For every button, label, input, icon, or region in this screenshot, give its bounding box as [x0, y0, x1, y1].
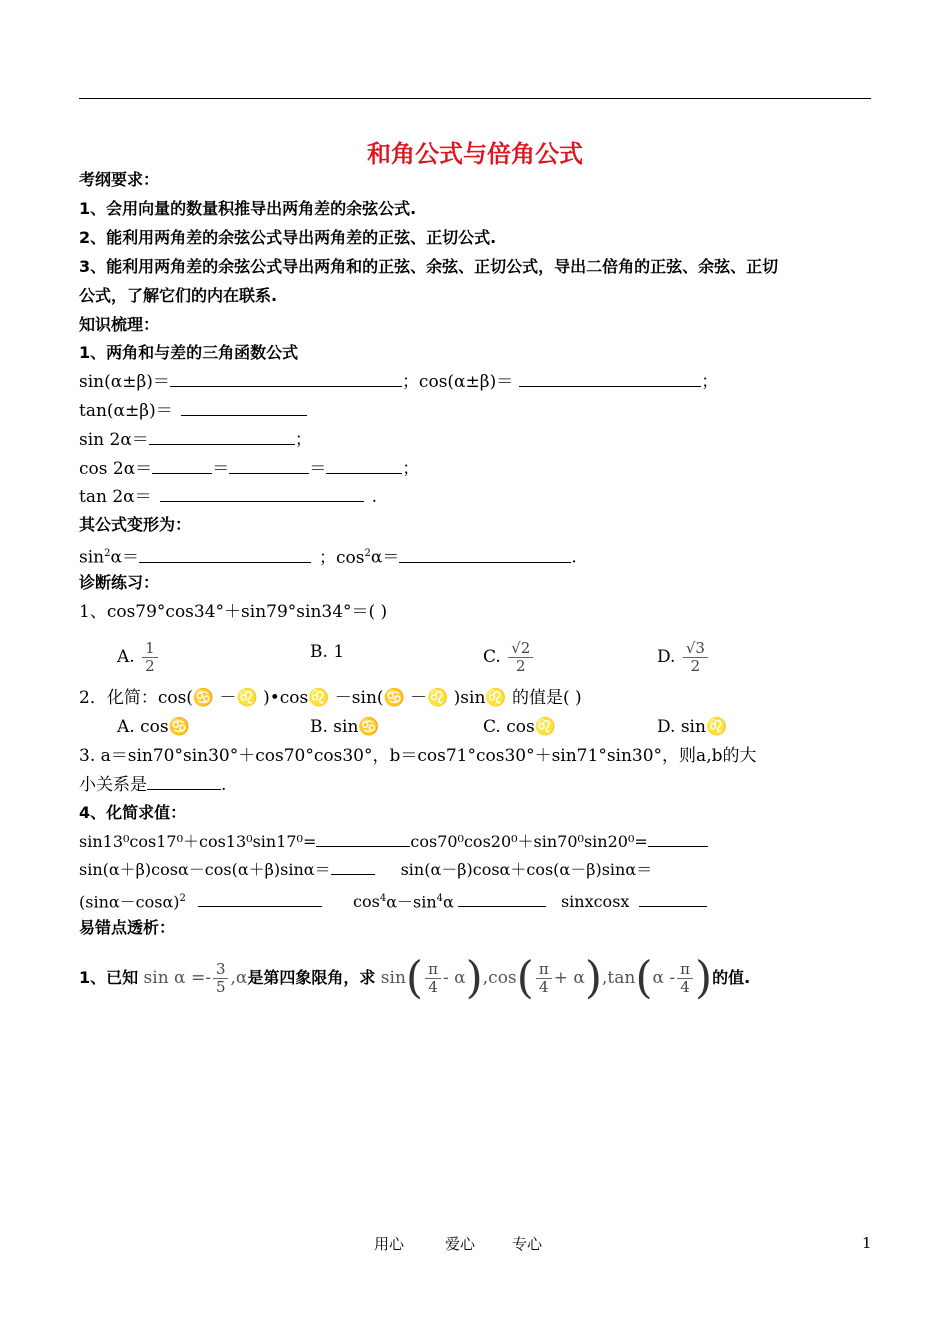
question-3: 3. a＝sin70°sin30°＋cos70°cos30°，b＝cos71°cos30°＋sin71°sin30°，则a,b的大: [79, 746, 757, 766]
question-text: .: [221, 775, 227, 795]
answer-blank[interactable]: [648, 830, 708, 847]
expression: sin(α＋β)cosα－cos(α＋β)sinα＝: [79, 860, 331, 879]
answer-blank[interactable]: [152, 457, 212, 474]
expression: sin(α－β)cosα＋cos(α－β)sinα＝: [400, 860, 653, 879]
fraction: [213, 961, 229, 996]
answer-blank[interactable]: [399, 546, 571, 563]
left-paren: (: [635, 952, 653, 1004]
math-expression: ,α: [230, 968, 248, 988]
requirement-item: 2、能利用两角差的余弦公式导出两角差的正弦、正切公式.: [79, 228, 497, 247]
expression: α－sin: [386, 892, 437, 912]
requirement-item: 公式，了解它们的内在联系.: [79, 286, 278, 305]
header-rule: [79, 98, 871, 99]
answer-blank[interactable]: [458, 890, 546, 907]
expression: (sinα－cosα): [79, 892, 180, 912]
formula-label: .: [571, 547, 577, 568]
formula-label: ；: [402, 459, 420, 479]
answer-blank[interactable]: [639, 890, 707, 907]
formula-cos2a: [79, 457, 419, 481]
fraction: [508, 640, 533, 675]
formula-label: ；: [701, 372, 719, 392]
knowledge-heading: 知识梳理：: [79, 315, 160, 334]
formula-label: sin 2α＝: [79, 430, 149, 450]
numerator: π: [677, 961, 693, 979]
transform-heading: 其公式变形为：: [79, 515, 192, 534]
formula-label: α＝: [110, 547, 139, 568]
option-label: D.: [657, 647, 676, 667]
option-a[interactable]: A. cos♋: [117, 717, 190, 737]
option-a[interactable]: [117, 640, 160, 675]
denominator: 2: [145, 657, 155, 675]
footer-text: 爱心: [445, 1235, 476, 1253]
question-text: 的值.: [712, 968, 751, 987]
option-b[interactable]: [310, 640, 344, 664]
requirements-heading: 考纲要求：: [79, 170, 160, 189]
numerator: 1: [142, 640, 158, 658]
question-3-cont: [79, 773, 226, 797]
math-expression: ,cos: [482, 968, 517, 988]
fraction: [425, 961, 441, 996]
formula-label: sin: [79, 547, 105, 568]
formula-label: cos 2α＝: [79, 459, 153, 479]
answer-blank[interactable]: [519, 370, 701, 387]
formula-label: ；: [294, 430, 312, 450]
formula-label: α＝: [370, 547, 400, 568]
math-expression: ,tan: [602, 968, 636, 988]
numerator: √3: [683, 640, 708, 658]
formula-label: ；cos: [318, 547, 365, 568]
requirement-item: 1、会用向量的数量积推导出两角差的余弦公式.: [79, 199, 417, 218]
simplify-line-1: [79, 830, 708, 854]
option-label: A.: [117, 647, 135, 667]
formula-sin2a: [79, 428, 312, 452]
expression: cos70⁰cos20⁰＋sin70⁰sin20⁰=: [410, 832, 648, 851]
option-label: B.: [310, 642, 328, 662]
formula-label: tan(α±β)＝: [79, 401, 173, 421]
answer-blank[interactable]: [316, 830, 410, 847]
denominator: 4: [428, 978, 438, 996]
numerator: √2: [508, 640, 533, 658]
errors-heading: 易错点透析：: [79, 918, 176, 937]
answer-blank[interactable]: [181, 399, 307, 416]
error-question-1: [79, 952, 751, 1016]
math-expression: + α: [553, 968, 585, 988]
numerator: π: [536, 961, 552, 979]
question-text: 小关系是: [79, 775, 147, 795]
equals-sign: ＝: [309, 459, 327, 479]
option-label: C.: [483, 647, 501, 667]
fraction: [683, 640, 708, 675]
denominator: 2: [690, 657, 701, 675]
option-c[interactable]: [483, 640, 535, 675]
left-paren: (: [516, 952, 534, 1004]
footer-text: 用心: [374, 1235, 405, 1253]
expression: α: [443, 892, 454, 912]
knowledge-subheading: 1、两角和与差的三角函数公式: [79, 343, 299, 362]
fraction: [536, 961, 552, 996]
page-title: 和角公式与倍角公式: [367, 140, 583, 168]
right-paren: ): [584, 952, 602, 1004]
numerator: 3: [213, 961, 229, 979]
option-value: 1: [333, 642, 345, 662]
expression: cos: [353, 892, 380, 912]
question-text: 是第四象限角，求: [247, 968, 376, 987]
answer-blank[interactable]: [139, 546, 311, 563]
practice-heading: 诊断练习：: [79, 573, 160, 592]
denominator: 4: [680, 978, 690, 996]
option-b[interactable]: B. sin♋: [310, 717, 380, 737]
right-paren: ): [695, 952, 713, 1004]
fraction: [142, 640, 158, 675]
page-number: 1: [862, 1234, 872, 1252]
math-expression: sin: [380, 968, 406, 988]
equals-sign: ＝: [212, 459, 230, 479]
expression: sin13⁰cos17⁰＋cos13⁰sin17⁰=: [79, 832, 317, 851]
question-2: 2．化简：cos(♋ －♌ )•cos♌ －sin(♋ －♌ )sin♌ 的值是( ): [79, 688, 582, 708]
formula-sum-diff: [79, 370, 718, 394]
superscript: 2: [364, 548, 371, 559]
formula-label: tan 2α＝: [79, 487, 152, 507]
answer-blank[interactable]: [147, 773, 221, 790]
denominator: 5: [215, 978, 226, 996]
option-d[interactable]: D. sin♌: [657, 717, 728, 737]
option-d[interactable]: [657, 640, 710, 675]
answer-blank[interactable]: [331, 858, 375, 875]
expression: sinxcosx: [560, 892, 630, 912]
denominator: 4: [538, 978, 549, 996]
superscript: 4: [379, 893, 387, 904]
numerator: π: [425, 961, 441, 979]
requirement-item: 3、能利用两角差的余弦公式导出两角和的正弦、余弦、正切公式，导出二倍角的正弦、余弦、正切: [79, 257, 779, 276]
formula-label: ；cos(α±β)＝: [401, 372, 514, 392]
math-expression: sin α =-: [143, 968, 211, 988]
option-c[interactable]: C. cos♌: [483, 717, 556, 737]
simplify-line-2: [79, 858, 652, 882]
fraction: [677, 961, 693, 996]
footer-text: 专心: [512, 1235, 543, 1253]
answer-blank[interactable]: [170, 370, 402, 387]
left-paren: (: [405, 952, 424, 1004]
formula-label: sin(α±β)＝: [79, 372, 170, 392]
formula-label: .: [371, 487, 378, 507]
answer-blank[interactable]: [326, 457, 402, 474]
superscript: 2: [179, 893, 186, 904]
answer-blank[interactable]: [160, 485, 364, 502]
question-1: 1、cos79°cos34°＋sin79°sin34°＝( ): [79, 602, 388, 622]
denominator: 2: [516, 657, 526, 675]
right-paren: ): [465, 952, 483, 1004]
formula-tan-sum: [79, 399, 307, 423]
simplify-line-3: [79, 887, 707, 914]
math-expression: α -: [652, 968, 676, 988]
answer-blank[interactable]: [229, 457, 309, 474]
superscript: 2: [104, 548, 111, 559]
formula-transform: [79, 542, 577, 570]
math-expression: - α: [442, 968, 466, 988]
question-text: 1、已知: [79, 968, 139, 987]
answer-blank[interactable]: [198, 890, 322, 907]
superscript: 4: [436, 893, 444, 904]
formula-tan2a: [79, 485, 377, 509]
simplify-heading: 4、化简求值：: [79, 803, 187, 822]
answer-blank[interactable]: [149, 428, 295, 445]
